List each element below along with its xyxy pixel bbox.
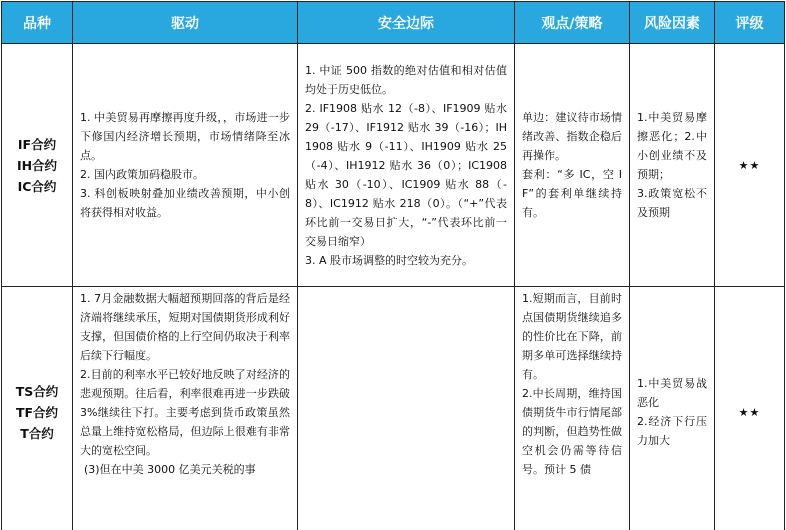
header-rating: 评级 bbox=[715, 2, 785, 44]
safety-cell-empty bbox=[298, 287, 515, 530]
rating-stars: ★★ bbox=[715, 44, 785, 287]
product-name: T合约 bbox=[20, 425, 54, 441]
view-item: 单边：建议待市场情绪改善、指数企稳后再操作。 bbox=[522, 111, 622, 162]
product-cell bbox=[2, 44, 73, 287]
table-row-treasury bbox=[2, 287, 785, 530]
view-cell bbox=[515, 287, 630, 530]
view-item: 2.中长周期，维持国债期货牛市行情尾部的判断，但趋势性做空机会仍需等待信号。预计 5 债 bbox=[522, 387, 622, 476]
table-row-stock-index bbox=[2, 44, 785, 287]
safety-item: 2. IF1908 贴水 12（-8）、IF1909 贴水 29（-17）、IF1912 贴水 39（-16）；IH1908 贴水 9（-11）、IH1909 贴水 25（-4）、IH1912 贴水 36（0）；IC1908 贴水 30（-10）、IC1909 贴水 88（-8）、IC1912 贴水 218（0）。（“+”代表环比前一交易日扩大，“-”代表环比前一交易日缩窄） bbox=[305, 101, 507, 248]
strategy-table bbox=[1, 1, 785, 530]
header-safety: 安全边际 bbox=[298, 2, 515, 44]
safety-item: 3. A 股市场调整的时空较为充分。 bbox=[305, 253, 474, 267]
view-item: 1.短期而言，目前时点国债期货继续追多的性价比在下降，前期多单可选择继续持有。 bbox=[522, 292, 622, 381]
driver-item: 2.目前的利率水平已较好地反映了对经济的悲观预期。往后看，利率很难再进一步跌破 3%继续往下打。主要考虑到货币政策虽然总量上维持宽松格局，但边际上很难有非常大的宽松空间。 bbox=[80, 368, 290, 457]
header-view: 观点/策略 bbox=[515, 2, 630, 44]
product-cell bbox=[2, 287, 73, 530]
safety-cell bbox=[298, 44, 515, 287]
header-driver: 驱动 bbox=[73, 2, 298, 44]
product-name: TF合约 bbox=[15, 404, 59, 420]
risk-cell bbox=[630, 44, 715, 287]
product-name: TS合约 bbox=[15, 383, 59, 399]
driver-cell bbox=[73, 44, 298, 287]
view-cell bbox=[515, 44, 630, 287]
rating-stars: ★★ bbox=[715, 287, 785, 530]
driver-item: 1. 7月金融数据大幅超预期回落的背后是经济端将继续承压，短期对国债期货形成利好支撑，但国债价格的上行空间仍取决于利率后续下行幅度。 bbox=[80, 292, 290, 362]
product-name: IC合约 bbox=[17, 178, 57, 194]
risk-cell bbox=[630, 287, 715, 530]
risk-item: 1.中美贸易摩擦恶化；2.中小创业绩不及预期； bbox=[637, 111, 707, 181]
driver-item: 3. 科创板映射叠加业绩改善预期，中小创将获得相对收益。 bbox=[80, 187, 290, 219]
product-name: IH合约 bbox=[16, 157, 58, 173]
driver-item: 1. 中美贸易再摩擦再度升级，，市场进一步下修国内经济增长预期，市场情绪降至冰点。 bbox=[80, 111, 290, 162]
header-product: 品种 bbox=[2, 2, 73, 44]
risk-item: 2.经济下行压力加大 bbox=[637, 415, 707, 447]
risk-item: 3.政策宽松不及预期 bbox=[637, 187, 707, 219]
header-risk: 风险因素 bbox=[630, 2, 715, 44]
view-item: 套利：“多 IC，空 IF”的套利单继续持有。 bbox=[522, 168, 622, 219]
risk-item: 1.中美贸易战恶化 bbox=[637, 377, 707, 409]
product-name: IF合约 bbox=[17, 136, 57, 152]
safety-item: 1. 中证 500 指数的绝对估值和相对估值均处于历史低位。 bbox=[305, 63, 507, 96]
driver-item: (3)但在中美 3000 亿美元关税的事 bbox=[84, 463, 256, 476]
driver-cell bbox=[73, 287, 298, 530]
driver-item: 2. 国内政策加码稳股市。 bbox=[80, 168, 204, 181]
header-row bbox=[2, 2, 785, 44]
